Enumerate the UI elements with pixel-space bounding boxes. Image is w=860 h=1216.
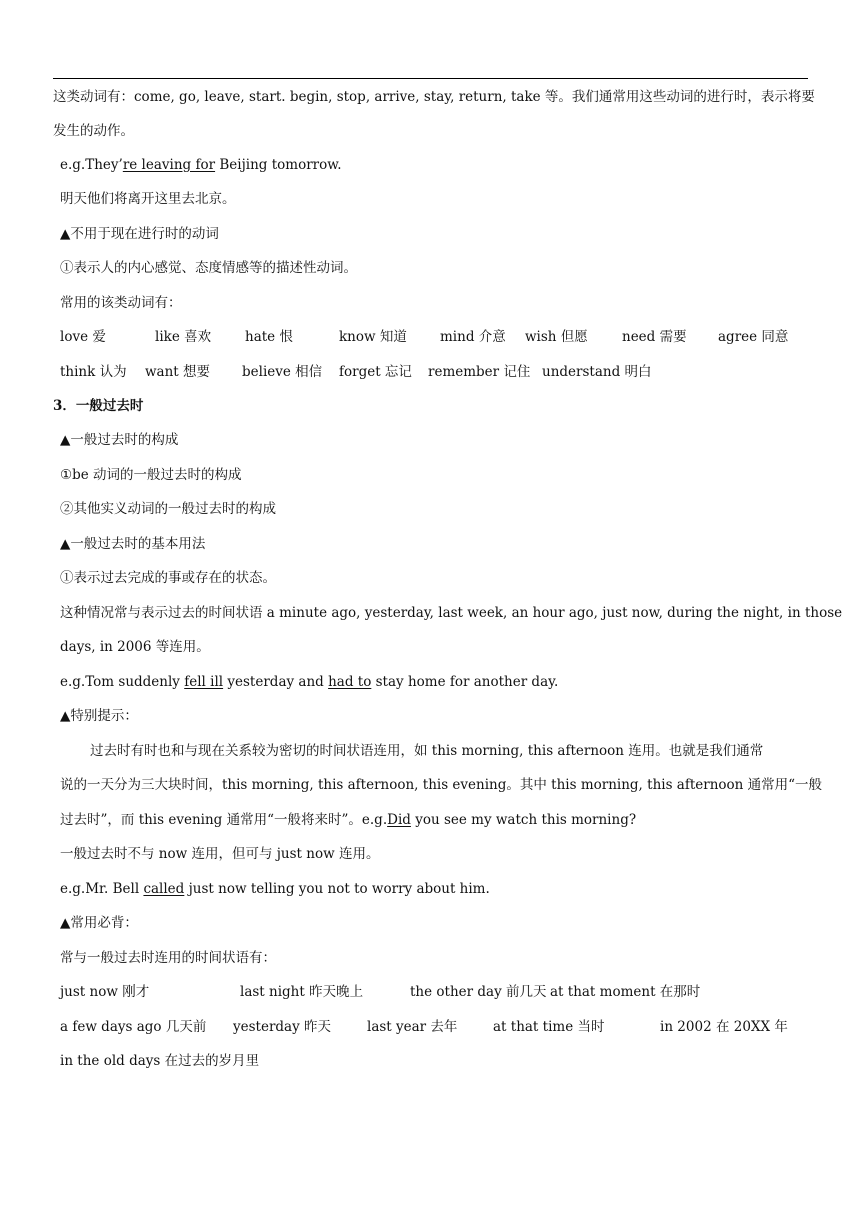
tip-line: 过去时有时也和与现在关系较为密切的时间状语连用，如 this morning, this afternoon 连用。也就是我们通常 xyxy=(90,743,764,759)
time-adverbial-item: in the old days 在过去的岁月里 xyxy=(60,1053,260,1069)
example-bell: e.g.Mr. Bell called just now telling you not to worry about him. xyxy=(60,881,490,897)
must-remember-heading: ▲常用必背： xyxy=(60,915,138,931)
time-adverbial-item: a few days ago 几天前 xyxy=(60,1019,207,1035)
verb-list-row xyxy=(60,327,820,347)
example-sentence: e.g.They’re leaving for Beijing tomorrow. xyxy=(60,157,342,173)
formation-other: ②其他实义动词的一般过去时的构成 xyxy=(60,501,276,517)
underlined-phrase: had to xyxy=(328,674,372,690)
common-verbs-label: 常用的该类动词有： xyxy=(60,295,182,311)
verb-item: understand 明白 xyxy=(542,364,652,380)
verb-item: believe 相信 xyxy=(242,364,323,380)
time-adverbial-item: in 2002 在 20XX 年 xyxy=(660,1019,788,1035)
tip-line: 过去时”，而 this evening 通常用“一般将来时”。e.g.Did you see my watch this morning? xyxy=(60,812,637,828)
underlined-phrase: fell ill xyxy=(184,674,224,690)
verb-item: think 认为 xyxy=(60,364,127,380)
verb-item: like 喜欢 xyxy=(155,329,212,345)
time-adverbial-row xyxy=(60,1051,820,1071)
verb-item: need 需要 xyxy=(622,329,687,345)
time-adverbial-item: the other day 前几天 xyxy=(410,984,547,1000)
time-adverbial-row xyxy=(60,982,820,1002)
example-tom: e.g.Tom suddenly fell ill yesterday and had to stay home for another day. xyxy=(60,674,559,690)
underlined-phrase: Did xyxy=(387,812,411,828)
time-adverbial-item: last night 昨天晚上 xyxy=(240,984,364,1000)
verb-item: wish 但愿 xyxy=(525,329,588,345)
verb-item: love 爱 xyxy=(60,329,106,345)
underlined-phrase: re leaving for xyxy=(122,157,216,173)
usage-heading: ▲一般过去时的基本用法 xyxy=(60,536,206,552)
verb-item: forget 忘记 xyxy=(339,364,412,380)
underlined-phrase: called xyxy=(143,881,185,897)
not-used-heading: ▲不用于现在进行时的动词 xyxy=(60,226,219,242)
verb-item: hate 恨 xyxy=(245,329,293,345)
adverbial-line-continued: days, in 2006 等连用。 xyxy=(60,639,210,655)
adverbial-line: 这种情况常与表示过去的时间状语 a minute ago, yesterday, last week, an hour ago, just now, during the night, in those xyxy=(60,605,843,621)
tip-line: 说的一天分为三大块时间，this morning, this afternoon, this evening。其中 this morning, this afternoon 通常用“一般 xyxy=(60,777,823,793)
verb-item: want 想要 xyxy=(145,364,211,380)
adverbials-label: 常与一般过去时连用的时间状语有： xyxy=(60,950,276,966)
formation-be: ①be 动词的一般过去时的构成 xyxy=(60,467,242,483)
verb-item: mind 介意 xyxy=(440,329,506,345)
time-adverbial-item: yesterday 昨天 xyxy=(233,1019,332,1035)
verbs-line-continued: 发生的动作。 xyxy=(53,123,134,139)
just-now-rule: 一般过去时不与 now 连用，但可与 just now 连用。 xyxy=(60,846,380,862)
example-translation: 明天他们将离开这里去北京。 xyxy=(60,191,236,207)
formation-heading: ▲一般过去时的构成 xyxy=(60,432,179,448)
verb-list-row xyxy=(60,362,820,382)
time-adverbial-item: last year 去年 xyxy=(367,1019,458,1035)
section-title-past-tense: 3．一般过去时 xyxy=(53,398,144,414)
time-adverbial-item: just now 刚才 xyxy=(60,984,150,1000)
time-adverbial-item: at that moment 在那时 xyxy=(550,984,701,1000)
verb-item: agree 同意 xyxy=(718,329,789,345)
time-adverbial-row xyxy=(60,1017,820,1037)
verb-item: remember 记住 xyxy=(428,364,531,380)
header-rule xyxy=(53,78,808,79)
point-one: ①表示人的内心感觉、态度情感等的描述性动词。 xyxy=(60,260,357,276)
verb-item: know 知道 xyxy=(339,329,407,345)
usage-one: ①表示过去完成的事或存在的状态。 xyxy=(60,570,276,586)
verbs-line: 这类动词有：come, go, leave, start. begin, stop, arrive, stay, return, take 等。我们通常用这些动词的进行时，表示将要 xyxy=(53,89,815,105)
time-adverbial-item: at that time 当时 xyxy=(493,1019,605,1035)
tip-heading: ▲特别提示： xyxy=(60,708,138,724)
